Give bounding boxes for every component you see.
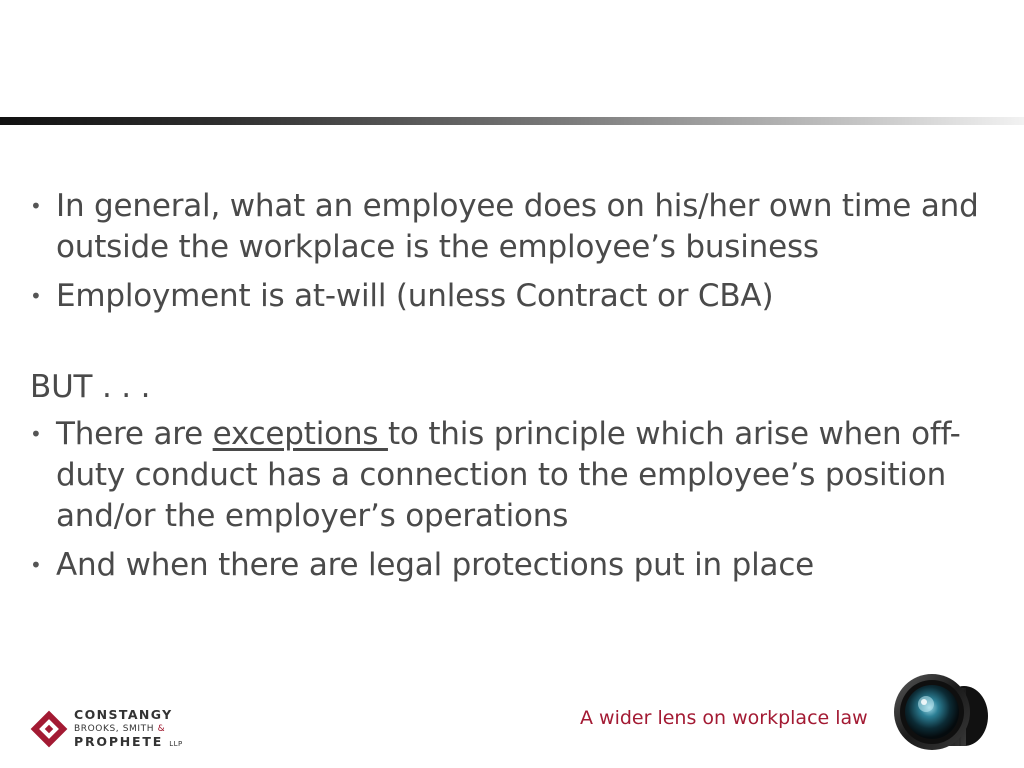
- bullet-dot: •: [30, 194, 42, 218]
- bullet-item: [30, 545, 990, 586]
- slide-body: [30, 186, 990, 594]
- constangy-logo-icon: [30, 710, 68, 748]
- logo-line-2: BROOKS, SMITH &: [74, 723, 166, 734]
- logo-wordmark: [74, 709, 183, 748]
- bullet-text: Employment is at-will (unless Contract or CBA): [56, 278, 774, 314]
- but-label: BUT . . .: [30, 369, 151, 405]
- bullet-text: And when there are legal protections put in place: [56, 547, 815, 583]
- bullet-dot: •: [30, 422, 42, 446]
- bullet-text: [56, 416, 961, 534]
- exceptions-underlined: exceptions: [212, 416, 388, 452]
- bullet-dot: •: [30, 284, 42, 308]
- bullet-item: [30, 276, 990, 317]
- bullet-item: [30, 414, 990, 537]
- bullet-text-end: to this principle which arise when off-duty conduct has a connection to the employee’s position and/or the employer’s operations: [56, 416, 961, 534]
- logo-line-1: CONSTANGY: [74, 707, 173, 722]
- bullet-item: [30, 186, 990, 268]
- header-divider: [0, 117, 1024, 125]
- logo-line-3: PROPHETE LLP: [74, 733, 183, 749]
- bullet-text-start: There are: [56, 416, 213, 452]
- bullet-dot: •: [30, 553, 42, 577]
- camera-lens-icon: [886, 654, 996, 764]
- bullet-text: In general, what an employee does on his/her own time and outside the workplace is the employee’s business: [56, 188, 979, 265]
- firm-logo: [30, 704, 230, 750]
- tagline: A wider lens on workplace law: [580, 707, 868, 729]
